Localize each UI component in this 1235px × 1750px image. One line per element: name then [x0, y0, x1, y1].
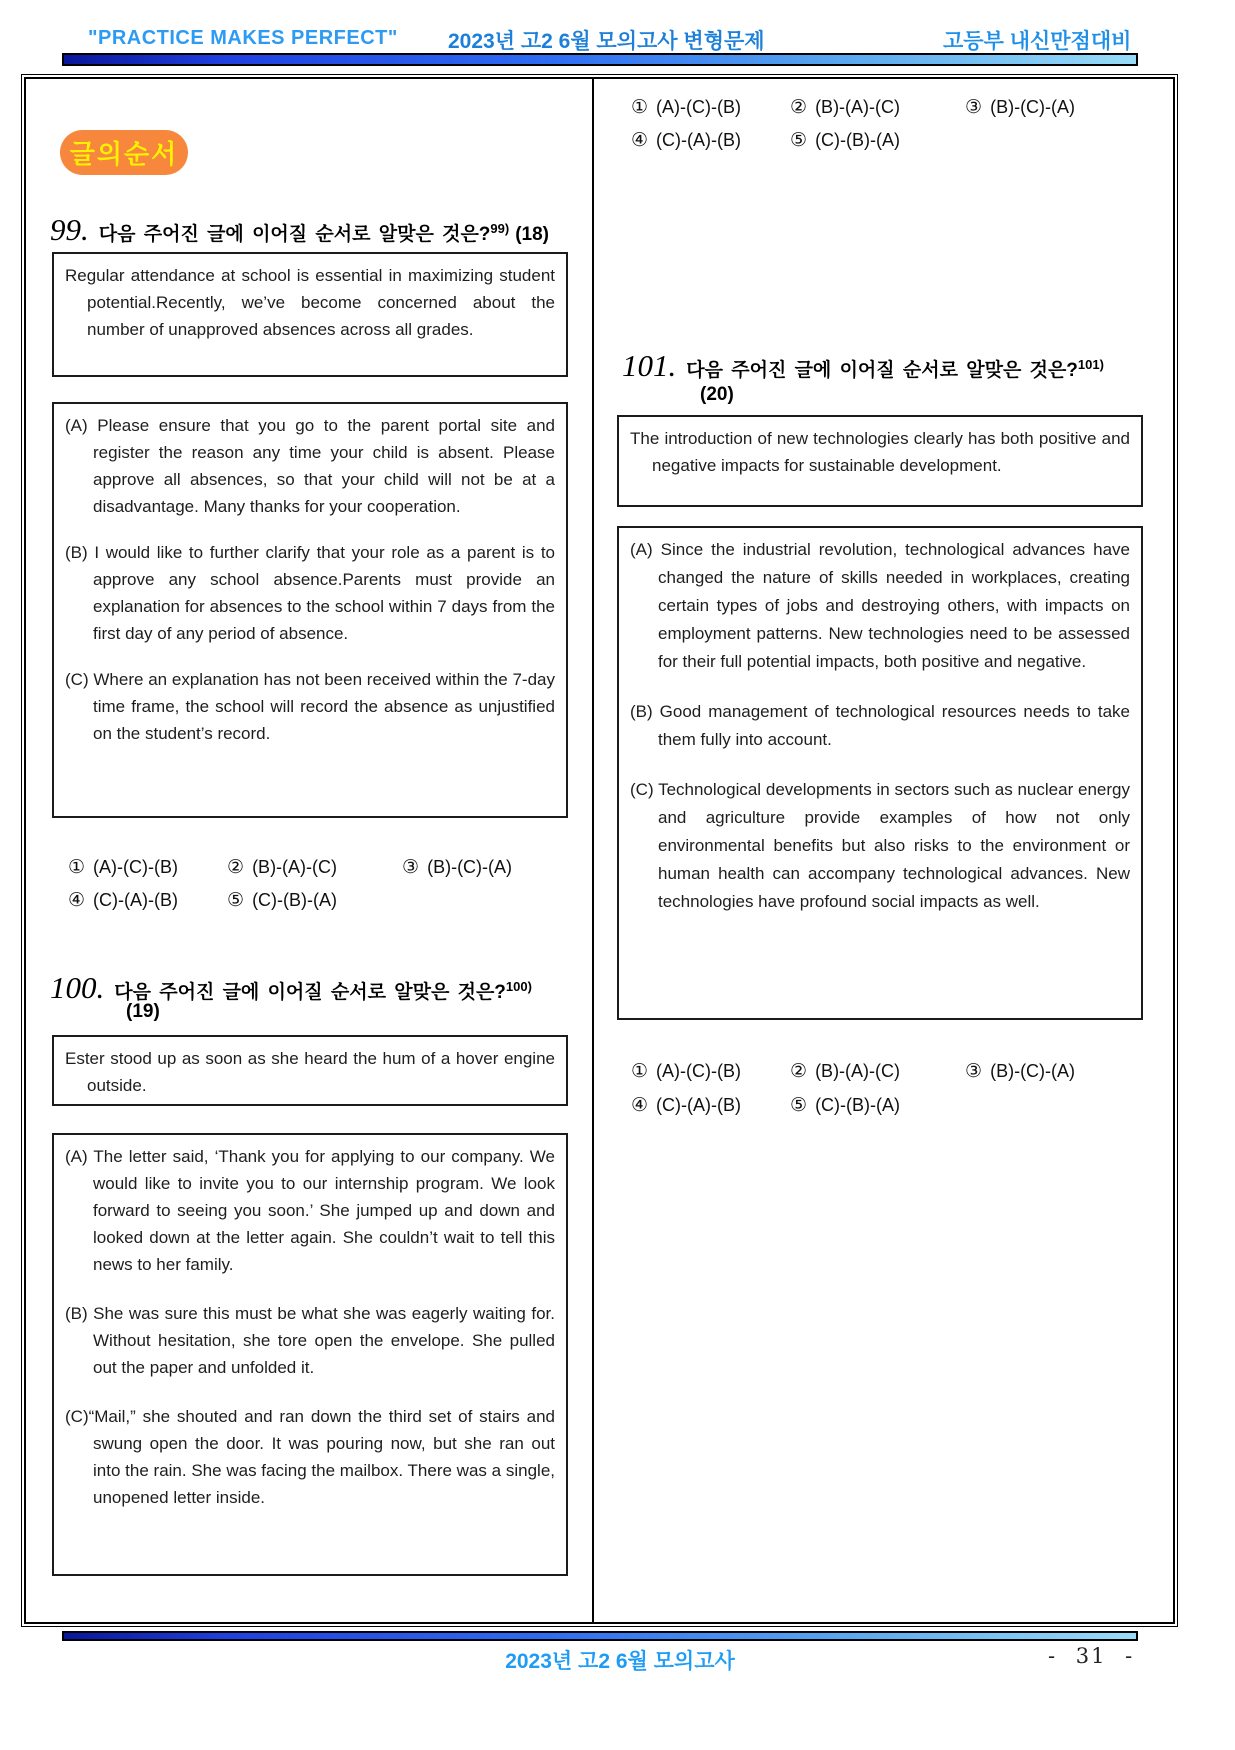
option-text: (B)-(A)-(C)	[815, 1061, 901, 1081]
option-marker: ③	[965, 97, 983, 118]
question-101-option-3	[965, 1060, 1075, 1083]
question-101-passages-box	[617, 526, 1143, 1020]
question-99-passage-a: (A) Please ensure that you go to the parent portal site and register the reason any time your child is absent. Please approve all absences, so that your child will not be at a disadvantage. Many thanks for your cooperation.	[65, 416, 555, 516]
option-marker: ③	[402, 857, 420, 878]
question-101-footnote: 101)	[1077, 357, 1104, 372]
question-100-option-5	[790, 129, 900, 152]
question-100-option-1	[631, 96, 785, 119]
question-100-passage-b: (B) She was sure this must be what she was eagerly waiting for. Without hesitation, she tore open the envelope. She pulled out the paper and unfolded it.	[65, 1304, 555, 1377]
option-marker: ①	[68, 857, 86, 878]
question-99-footnote: 99)	[490, 221, 510, 236]
question-100-given-box	[52, 1035, 568, 1106]
option-marker: ②	[790, 1061, 808, 1082]
footer-divider-bar	[62, 1631, 1138, 1641]
question-100-number: 100.	[50, 970, 105, 1005]
question-99-number: 99.	[50, 212, 89, 247]
option-text: (B)-(A)-(C)	[815, 97, 901, 117]
question-101-option-2	[790, 1060, 960, 1083]
question-101-passage-c: (C) Technological developments in sectors such as nuclear energy and agriculture provide examples of how not only environmental benefits but also risks to the environment or human health can accompany technological advances. New technologies have profound social impacts as well.	[630, 780, 1130, 911]
option-marker: ④	[631, 1095, 649, 1116]
question-101-tag: (20)	[700, 384, 734, 405]
question-99-option-4	[68, 889, 222, 912]
question-101-title: 다음 주어진 글에 이어질 순서로 알맞은 것은?	[686, 360, 1078, 381]
option-marker: ⑤	[790, 130, 808, 151]
question-101-number: 101.	[622, 348, 677, 383]
question-101-passage-a: (A) Since the industrial revolution, technological advances have changed the nature of skills needed in workplaces, creating certain types of jobs and destroying others, with impacts on employment patterns. New technologies need to be assessed for their full potential impacts, both positive and negative.	[630, 540, 1130, 671]
question-100-tag: (19)	[126, 1001, 160, 1022]
question-100-given-text: Ester stood up as soon as she heard the hum of a hover engine outside.	[65, 1049, 555, 1095]
page-number: - 31 -	[1048, 1644, 1135, 1668]
question-100-passages-box	[52, 1133, 568, 1576]
question-101-option-4	[631, 1094, 785, 1117]
option-marker: ④	[631, 130, 649, 151]
option-text: (C)-(B)-(A)	[815, 130, 901, 150]
question-100-passage-a: (A) The letter said, ‘Thank you for applying to our company. We would like to invite you to our internship program. We look forward to seeing you soon.’ She jumped up and down and looked down at the letter again. She couldn’t wait to tell this news to her family.	[65, 1147, 555, 1274]
question-99-option-2	[227, 856, 397, 879]
question-100-footnote: 100)	[505, 979, 532, 994]
option-text: (C)-(A)-(B)	[656, 1095, 742, 1115]
option-text: (C)-(A)-(B)	[93, 890, 179, 910]
question-100-option-4	[631, 129, 785, 152]
question-99-title: 다음 주어진 글에 이어질 순서로 알맞은 것은?	[98, 224, 491, 245]
question-99-tag: (18)	[515, 224, 549, 245]
question-99-passage-b: (B) I would like to further clarify that your role as a parent is to approve any school absence.Parents must provide an explanation for absences to the school within 7 days from the first day of any period of absence.	[65, 543, 555, 643]
option-text: (A)-(C)-(B)	[93, 857, 179, 877]
question-101-given-text: The introduction of new technologies clearly has both positive and negative impacts for sustainable development.	[630, 429, 1130, 475]
question-100-options-row-1	[631, 96, 1075, 119]
option-marker: ③	[965, 1061, 983, 1082]
question-101-given-box	[617, 415, 1143, 507]
question-99-passage-c: (C) Where an explanation has not been received within the 7-day time frame, the school will record the absence as unjustified on the student’s record.	[65, 670, 555, 743]
question-99-given-text: Regular attendance at school is essential in maximizing student potential.Recently, we’ve become concerned about the number of unapproved absences across all grades.	[65, 266, 555, 339]
option-marker: ⑤	[790, 1095, 808, 1116]
question-99-option-3	[402, 856, 512, 879]
header-right-label: 고등부 내신만점대비	[943, 30, 1132, 53]
question-100-title: 다음 주어진 글에 이어질 순서로 알맞은 것은?	[114, 982, 506, 1003]
question-101-options-row-1	[631, 1060, 1075, 1083]
option-text: (B)-(C)-(A)	[427, 857, 513, 877]
section-badge: 글의순서	[60, 130, 188, 175]
footer-title: 2023년 고2 6월 모의고사	[505, 1650, 735, 1673]
option-marker: ①	[631, 97, 649, 118]
option-text: (C)-(A)-(B)	[656, 130, 742, 150]
question-100-passage-c: (C)“Mail,” she shouted and ran down the third set of stairs and swung open the door. It was pouring now, but she ran out into the rain. She was facing the mailbox. There was a single, unopened letter inside.	[65, 1407, 555, 1507]
question-100-option-2	[790, 96, 960, 119]
question-99-given-box	[52, 252, 568, 377]
option-text: (A)-(C)-(B)	[656, 1061, 742, 1081]
question-101-header	[622, 348, 1104, 384]
option-text: (B)-(C)-(A)	[990, 1061, 1076, 1081]
option-marker: ②	[790, 97, 808, 118]
header-divider-bar	[62, 53, 1138, 66]
column-divider	[592, 79, 594, 1623]
option-text: (B)-(C)-(A)	[990, 97, 1076, 117]
option-text: (A)-(C)-(B)	[656, 97, 742, 117]
header-motto: "PRACTICE MAKES PERFECT"	[88, 27, 398, 49]
option-text: (C)-(B)-(A)	[815, 1095, 901, 1115]
question-99-options-row-1	[68, 856, 512, 879]
question-99-header	[50, 212, 549, 248]
question-99-passages-box	[52, 402, 568, 818]
question-101-option-1	[631, 1060, 785, 1083]
question-100-option-3	[965, 96, 1075, 119]
question-101-passage-b: (B) Good management of technological resources needs to take them fully into account.	[630, 702, 1130, 749]
question-101-options-row-2	[631, 1094, 900, 1117]
question-99-options-row-2	[68, 889, 337, 912]
question-99-option-5	[227, 889, 337, 912]
option-marker: ②	[227, 857, 245, 878]
question-101-option-5	[790, 1094, 900, 1117]
option-text: (C)-(B)-(A)	[252, 890, 338, 910]
option-marker: ④	[68, 890, 86, 911]
header-title: 2023년 고2 6월 모의고사 변형문제	[448, 30, 765, 53]
option-marker: ⑤	[227, 890, 245, 911]
question-100-header	[50, 970, 532, 1006]
question-99-option-1	[68, 856, 222, 879]
option-text: (B)-(A)-(C)	[252, 857, 338, 877]
option-marker: ①	[631, 1061, 649, 1082]
question-100-options-row-2	[631, 129, 900, 152]
